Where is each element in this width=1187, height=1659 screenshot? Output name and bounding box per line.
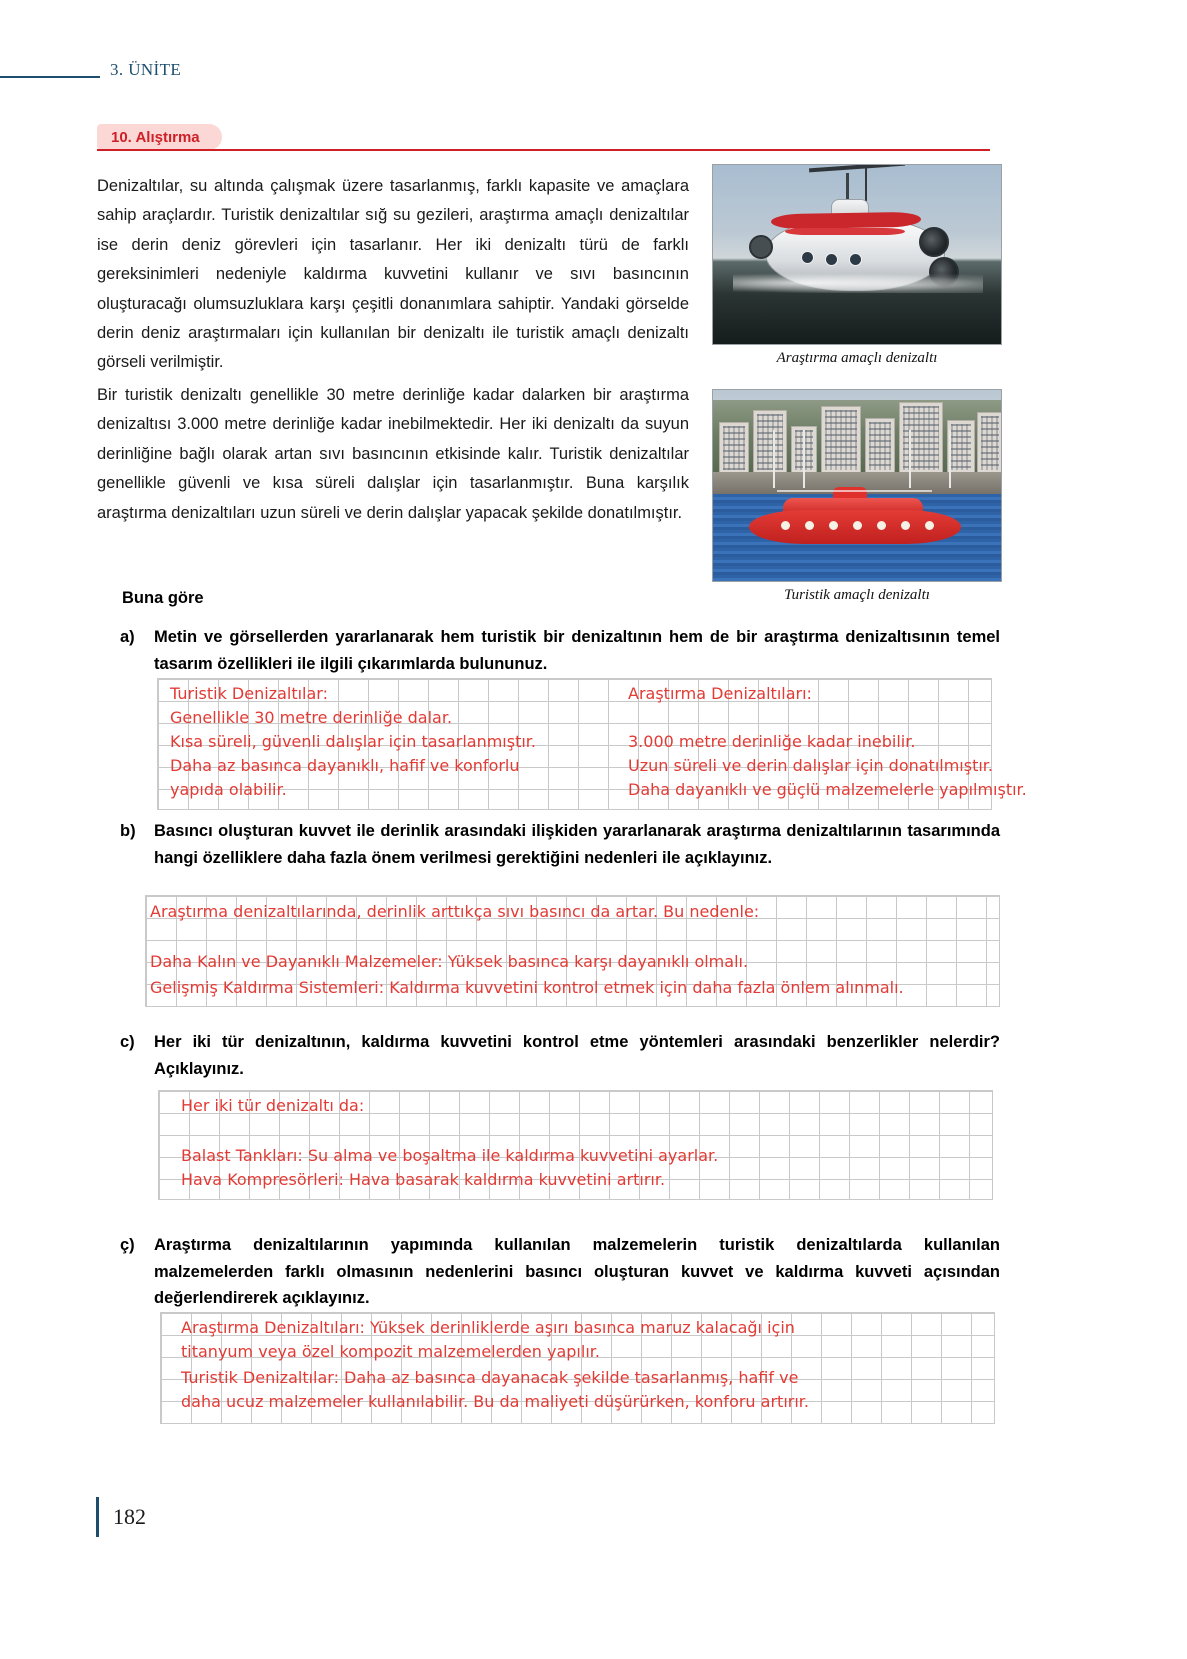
question-a-text: Metin ve görsellerden yararlanarak hem turistik bir denizaltının hem de bir araştırma denizaltısının temel tasarım özellikleri ile ilgili çıkarımlarda bulununuz. — [154, 628, 1000, 673]
question-b — [120, 818, 1000, 871]
figure-tourist-submarine — [712, 389, 1002, 604]
crane-cable-icon — [865, 167, 867, 201]
answer-line: Her iki tür denizaltı da: — [181, 1096, 365, 1115]
porthole-icon — [781, 521, 790, 530]
question-a — [120, 624, 1000, 677]
unit-header-rule — [0, 76, 100, 78]
answer-line: Turistik Denizaltılar: — [170, 684, 328, 703]
tourist-submarine-image — [712, 389, 1002, 582]
answer-area-c[interactable] — [158, 1090, 993, 1200]
exercise-header — [97, 124, 1090, 150]
coastal-town-background — [713, 400, 1001, 478]
intro-paragraph-2: Bir turistik denizaltı genellikle 30 metre derinliğe kadar dalarken bir araştırma denizaltısı 3.000 metre derinliğe kadar inebilmektedir. Her iki denizaltı da suyun derinliğine bağlı olarak artan sıvı basıncının etkisinde kalır. Turistik denizaltılar genellikle güvenli ve kısa süreli dalışlar için tasarlanmıştır. Buna karşılık araştırma denizaltıları uzun süreli ve derin dalışlar yapacak şekilde donatılmıştır. — [97, 386, 689, 522]
exercise-badge-rule — [97, 149, 990, 151]
hull-red-stripe — [771, 212, 921, 230]
exercise-badge: 10. Alıştırma — [97, 124, 222, 150]
figure-research-submarine — [712, 164, 1002, 367]
porthole-icon — [849, 253, 862, 266]
question-c-cedilla-letter: ç) — [120, 1236, 135, 1254]
question-b-text: Basıncı oluşturan kuvvet ile derinlik arasındaki ilişkiden yararlanarak araştırma denizaltılarının tasarımında hangi özelliklere daha fazla önem verilmesi gerektiğini nedenleri ile açıklayınız. — [154, 822, 1000, 867]
porthole-icon — [801, 251, 814, 264]
page-footer-bar — [96, 1497, 99, 1537]
answer-line: yapıda olabilir. — [170, 780, 287, 799]
unit-label: 3. ÜNİTE — [110, 60, 182, 79]
answer-line: Araştırma Denizaltıları: — [628, 684, 812, 703]
deck-rail — [777, 490, 932, 492]
answer-area-c-cedilla[interactable] — [160, 1312, 995, 1424]
hull-red-stripe-lower — [785, 228, 905, 235]
question-b-letter: b) — [120, 822, 136, 840]
answer-line: Turistik Denizaltılar: Daha az basınca dayanacak şekilde tasarlanmış, hafif ve — [181, 1368, 799, 1387]
answer-line: Araştırma Denizaltıları: Yüksek derinliklerde aşırı basınca maruz kalacağı için — [181, 1318, 795, 1337]
figure-caption: Turistik amaçlı denizaltı — [784, 587, 930, 603]
page-number: 182 — [113, 1504, 146, 1529]
answer-line: Hava Kompresörleri: Hava basarak kaldırma kuvvetini artırır. — [181, 1170, 666, 1189]
answer-line: Araştırma denizaltılarında, derinlik arttıkça sıvı basıncı da artar. Bu nedenle: — [150, 902, 760, 921]
answer-area-b[interactable] — [145, 895, 1000, 1007]
wheel-icon — [919, 227, 949, 257]
unit-header — [0, 58, 1187, 88]
lead-in-label: Buna göre — [122, 589, 204, 607]
answer-line: Uzun süreli ve derin dalışlar için donatılmıştır. — [628, 756, 993, 775]
question-c — [120, 1029, 1000, 1082]
porthole-icon — [829, 521, 838, 530]
answer-line: titanyum veya özel kompozit malzemelerden yapılır. — [181, 1342, 600, 1361]
answer-line: Daha dayanıklı ve güçlü malzemelerle yapılmıştır. — [628, 780, 1027, 799]
question-c-cedilla-text: Araştırma denizaltılarının yapımında kullanılan malzemelerin turistik denizaltılarda kullanılan malzemelerden farklı olmasının nedenlerini basıncı oluşturan kuvvet ve kaldırma kuvveti açısından değerlendirerek açıklayınız. — [154, 1236, 1000, 1307]
question-a-letter: a) — [120, 628, 135, 646]
answer-line: Balast Tankları: Su alma ve boşaltma ile kaldırma kuvvetini ayarlar. — [181, 1146, 719, 1165]
intro-paragraph-1: Denizaltılar, su altında çalışmak üzere tasarlanmış, farklı kapasite ve amaçlara sahip araçlardır. Turistik denizaltılar sığ su gezileri, araştırma amaçlı denizaltılar ise derin deniz görevleri için tasarlanır. Her iki denizaltı türü de farklı gereksinimleri nedeniyle kaldırma kuvvetini kullanır ve sıvı basıncının oluşturacağı olumsuzluklara karşı çeşitli donanımlara sahiptir. Yandaki görselde derin deniz araştırmaları için kullanılan bir denizaltı ile turistik amaçlı denizaltı görseli verilmiştir. — [97, 177, 689, 372]
question-c-cedilla — [120, 1232, 1000, 1312]
research-submarine-image — [712, 164, 1002, 345]
figure-caption: Araştırma amaçlı denizaltı — [776, 350, 938, 366]
mast-icon — [846, 173, 849, 201]
answer-line: Kısa süreli, güvenli dalışlar için tasarlanmıştır. — [170, 732, 536, 751]
porthole-icon — [825, 253, 838, 266]
question-c-letter: c) — [120, 1033, 135, 1051]
porthole-icon — [805, 521, 814, 530]
thruster-icon — [749, 235, 773, 259]
porthole-icon — [853, 521, 862, 530]
water-foam — [733, 273, 983, 293]
answer-line: 3.000 metre derinliğe kadar inebilir. — [628, 732, 916, 751]
porthole-icon — [877, 521, 886, 530]
answer-line: Daha az basınca dayanıklı, hafif ve konforlu — [170, 756, 520, 775]
answer-line: Daha Kalın ve Dayanıklı Malzemeler: Yüksek basınca karşı dayanıklı olmalı. — [150, 952, 749, 971]
answer-area-a[interactable] — [157, 678, 1027, 810]
question-c-text: Her iki tür denizaltının, kaldırma kuvvetini kontrol etme yöntemleri arasındaki benzerlikler nelerdir? Açıklayınız. — [154, 1033, 1000, 1078]
porthole-icon — [901, 521, 910, 530]
answer-line: Genellikle 30 metre derinliğe dalar. — [170, 708, 453, 727]
page-footer — [96, 1497, 146, 1537]
answer-line: Gelişmiş Kaldırma Sistemleri: Kaldırma kuvvetini kontrol etmek için daha fazla önlem alınmalı. — [150, 978, 904, 997]
porthole-icon — [925, 521, 934, 530]
answer-line: daha ucuz malzemeler kullanılabilir. Bu da maliyeti düşürürken, konforu artırır. — [181, 1392, 809, 1411]
